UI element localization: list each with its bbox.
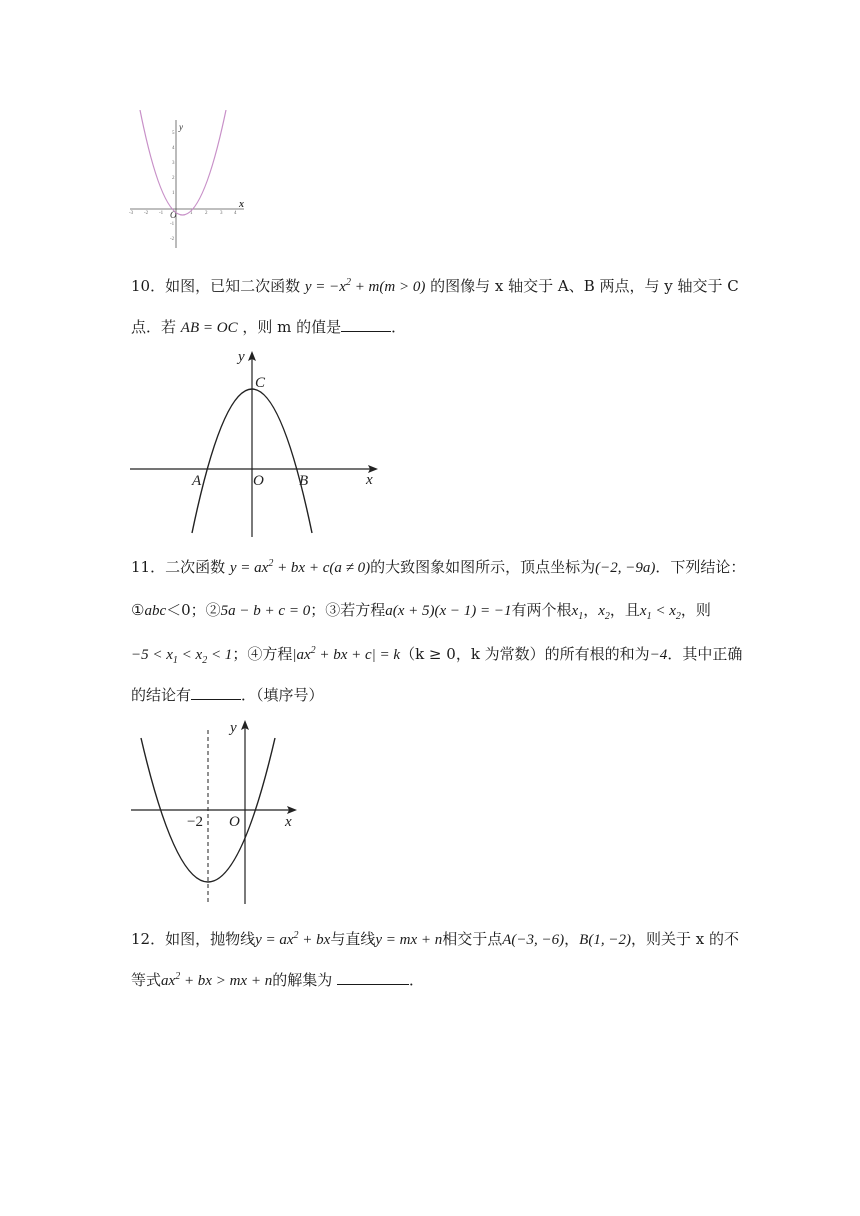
q10-point-a-label: A xyxy=(192,473,202,489)
q10-y-label: y xyxy=(238,349,245,365)
q10-point-b-label: B xyxy=(299,473,309,489)
q11-conclusion-4-equation: $|ax^2$ + bx + c| = k xyxy=(292,645,401,663)
q11-root-compare: $x_1 < x_2$ xyxy=(639,603,681,622)
q9-parabola-curve xyxy=(140,110,226,215)
q11-line-4: 的结论有 ．（填序号） xyxy=(131,686,324,704)
q11-origin-label: O xyxy=(229,814,240,830)
q9-parabola-figure xyxy=(126,110,250,252)
q12-point-b: B(1, −2) xyxy=(579,932,631,948)
q11-line-1-mid: 的大致图象如图所示，顶点坐标为 xyxy=(370,558,596,576)
q9-xtick: 4 xyxy=(234,211,237,216)
q11-parabola-figure xyxy=(129,714,305,906)
q9-x-label: x xyxy=(239,199,244,210)
q12-number-text: 12．如图，抛物线 xyxy=(131,930,256,948)
q10-number-text: 10．如图，已知二次函数 xyxy=(131,277,301,295)
q12-inequality: $ax^2$ + bx > mx + n xyxy=(161,971,273,989)
q9-ytick: -1 xyxy=(170,222,175,227)
q9-ytick: 4 xyxy=(172,146,175,151)
q10-condition: AB = OC xyxy=(180,320,238,336)
q10-line-1-tail: 的图像与 x 轴交于 A、B 两点，与 y 轴交于 C xyxy=(430,277,739,295)
q11-conclusion-2: 5a − b + c = 0 xyxy=(220,603,311,619)
q9-ytick: 2 xyxy=(172,176,175,181)
q11-x-label: x xyxy=(285,814,292,830)
q12-answer-blank[interactable] xyxy=(337,972,409,985)
q9-ytick: 5 xyxy=(172,131,175,136)
q9-ytick: 3 xyxy=(172,161,175,166)
q11-conclusion-1: abc xyxy=(144,603,167,619)
q9-origin-label: O xyxy=(170,210,177,220)
q10-line-1 xyxy=(131,276,741,297)
q11-root-range: $-5 < x_1 < x_2 < 1$ xyxy=(131,647,233,666)
q11-answer-blank[interactable] xyxy=(191,687,241,700)
q10-x-label: x xyxy=(366,472,373,488)
q10-answer-blank[interactable] xyxy=(341,319,391,332)
q9-xtick: 1 xyxy=(190,211,193,216)
q10-origin-label: O xyxy=(253,473,264,489)
q11-line-2: ①abc＜0；②5a − b + c = 0；③若方程a(x + 5)(x − 1) = −1有两个根$x_1$，$x_2$，且$x_1 < x_2$，则 xyxy=(131,601,711,622)
q12-parabola-equation: $y = ax^2$ + bx xyxy=(255,930,331,948)
q11-line-1-tail: ．下列结论： xyxy=(655,558,746,576)
q12-line-1: 12．如图，抛物线$y = ax^2$ + bx与直线y = mx + n相交于点A(−3, −6)，B(1, −2)，则关于 x 的不 xyxy=(131,930,739,948)
q11-root-x1: $x_1$ xyxy=(571,603,584,622)
q10-point-c-label: C xyxy=(255,375,266,391)
q9-xtick: -2 xyxy=(144,211,149,216)
q9-xtick: 2 xyxy=(205,211,208,216)
q9-xtick: 3 xyxy=(220,211,223,216)
q10-line-2-head: 点．若 xyxy=(131,318,177,336)
q11-vertex: (−2, −9a) xyxy=(595,560,656,576)
q9-y-label: y xyxy=(179,122,183,132)
q10-equation: $y = -x^2 + m(m > 0)$ xyxy=(304,277,426,295)
q10-line-2 xyxy=(131,317,741,338)
q11-y-label: y xyxy=(230,720,237,736)
q11-number-text: 11．二次函数 xyxy=(131,558,226,576)
q11-neg2-label: −2 xyxy=(187,814,203,830)
q11-conclusion-3-equation: a(x + 5)(x − 1) = −1 xyxy=(385,603,512,619)
q11-line-3: $-5 < x_1 < x_2 < 1$；④方程$|ax^2$ + bx + c| = k（k ≥ 0，k 为常数）的所有根的和为−4．其中正确 xyxy=(131,645,743,666)
q12-line-2: 等式$ax^2$ + bx > mx + n的解集为 ． xyxy=(131,971,425,989)
q12-point-a: A(−3, −6) xyxy=(502,932,565,948)
q10-line-2-mid: ，则 m 的值是 xyxy=(242,318,342,336)
q10-parabola-figure xyxy=(128,343,384,539)
q11-root-x2: $x_2$ xyxy=(598,603,610,622)
q10-line-2-end: ． xyxy=(391,318,407,336)
q9-ytick: 1 xyxy=(172,191,175,196)
q9-ytick: -2 xyxy=(170,237,175,242)
q11-line-1 xyxy=(131,557,746,578)
q11-equation: $y = ax^2$ + bx + c(a ≠ 0) xyxy=(229,558,371,576)
q11-root-sum: −4 xyxy=(649,647,668,663)
q9-xtick: -3 xyxy=(129,211,134,216)
q12-line-equation: y = mx + n xyxy=(375,932,443,948)
q9-xtick: -1 xyxy=(159,211,164,216)
